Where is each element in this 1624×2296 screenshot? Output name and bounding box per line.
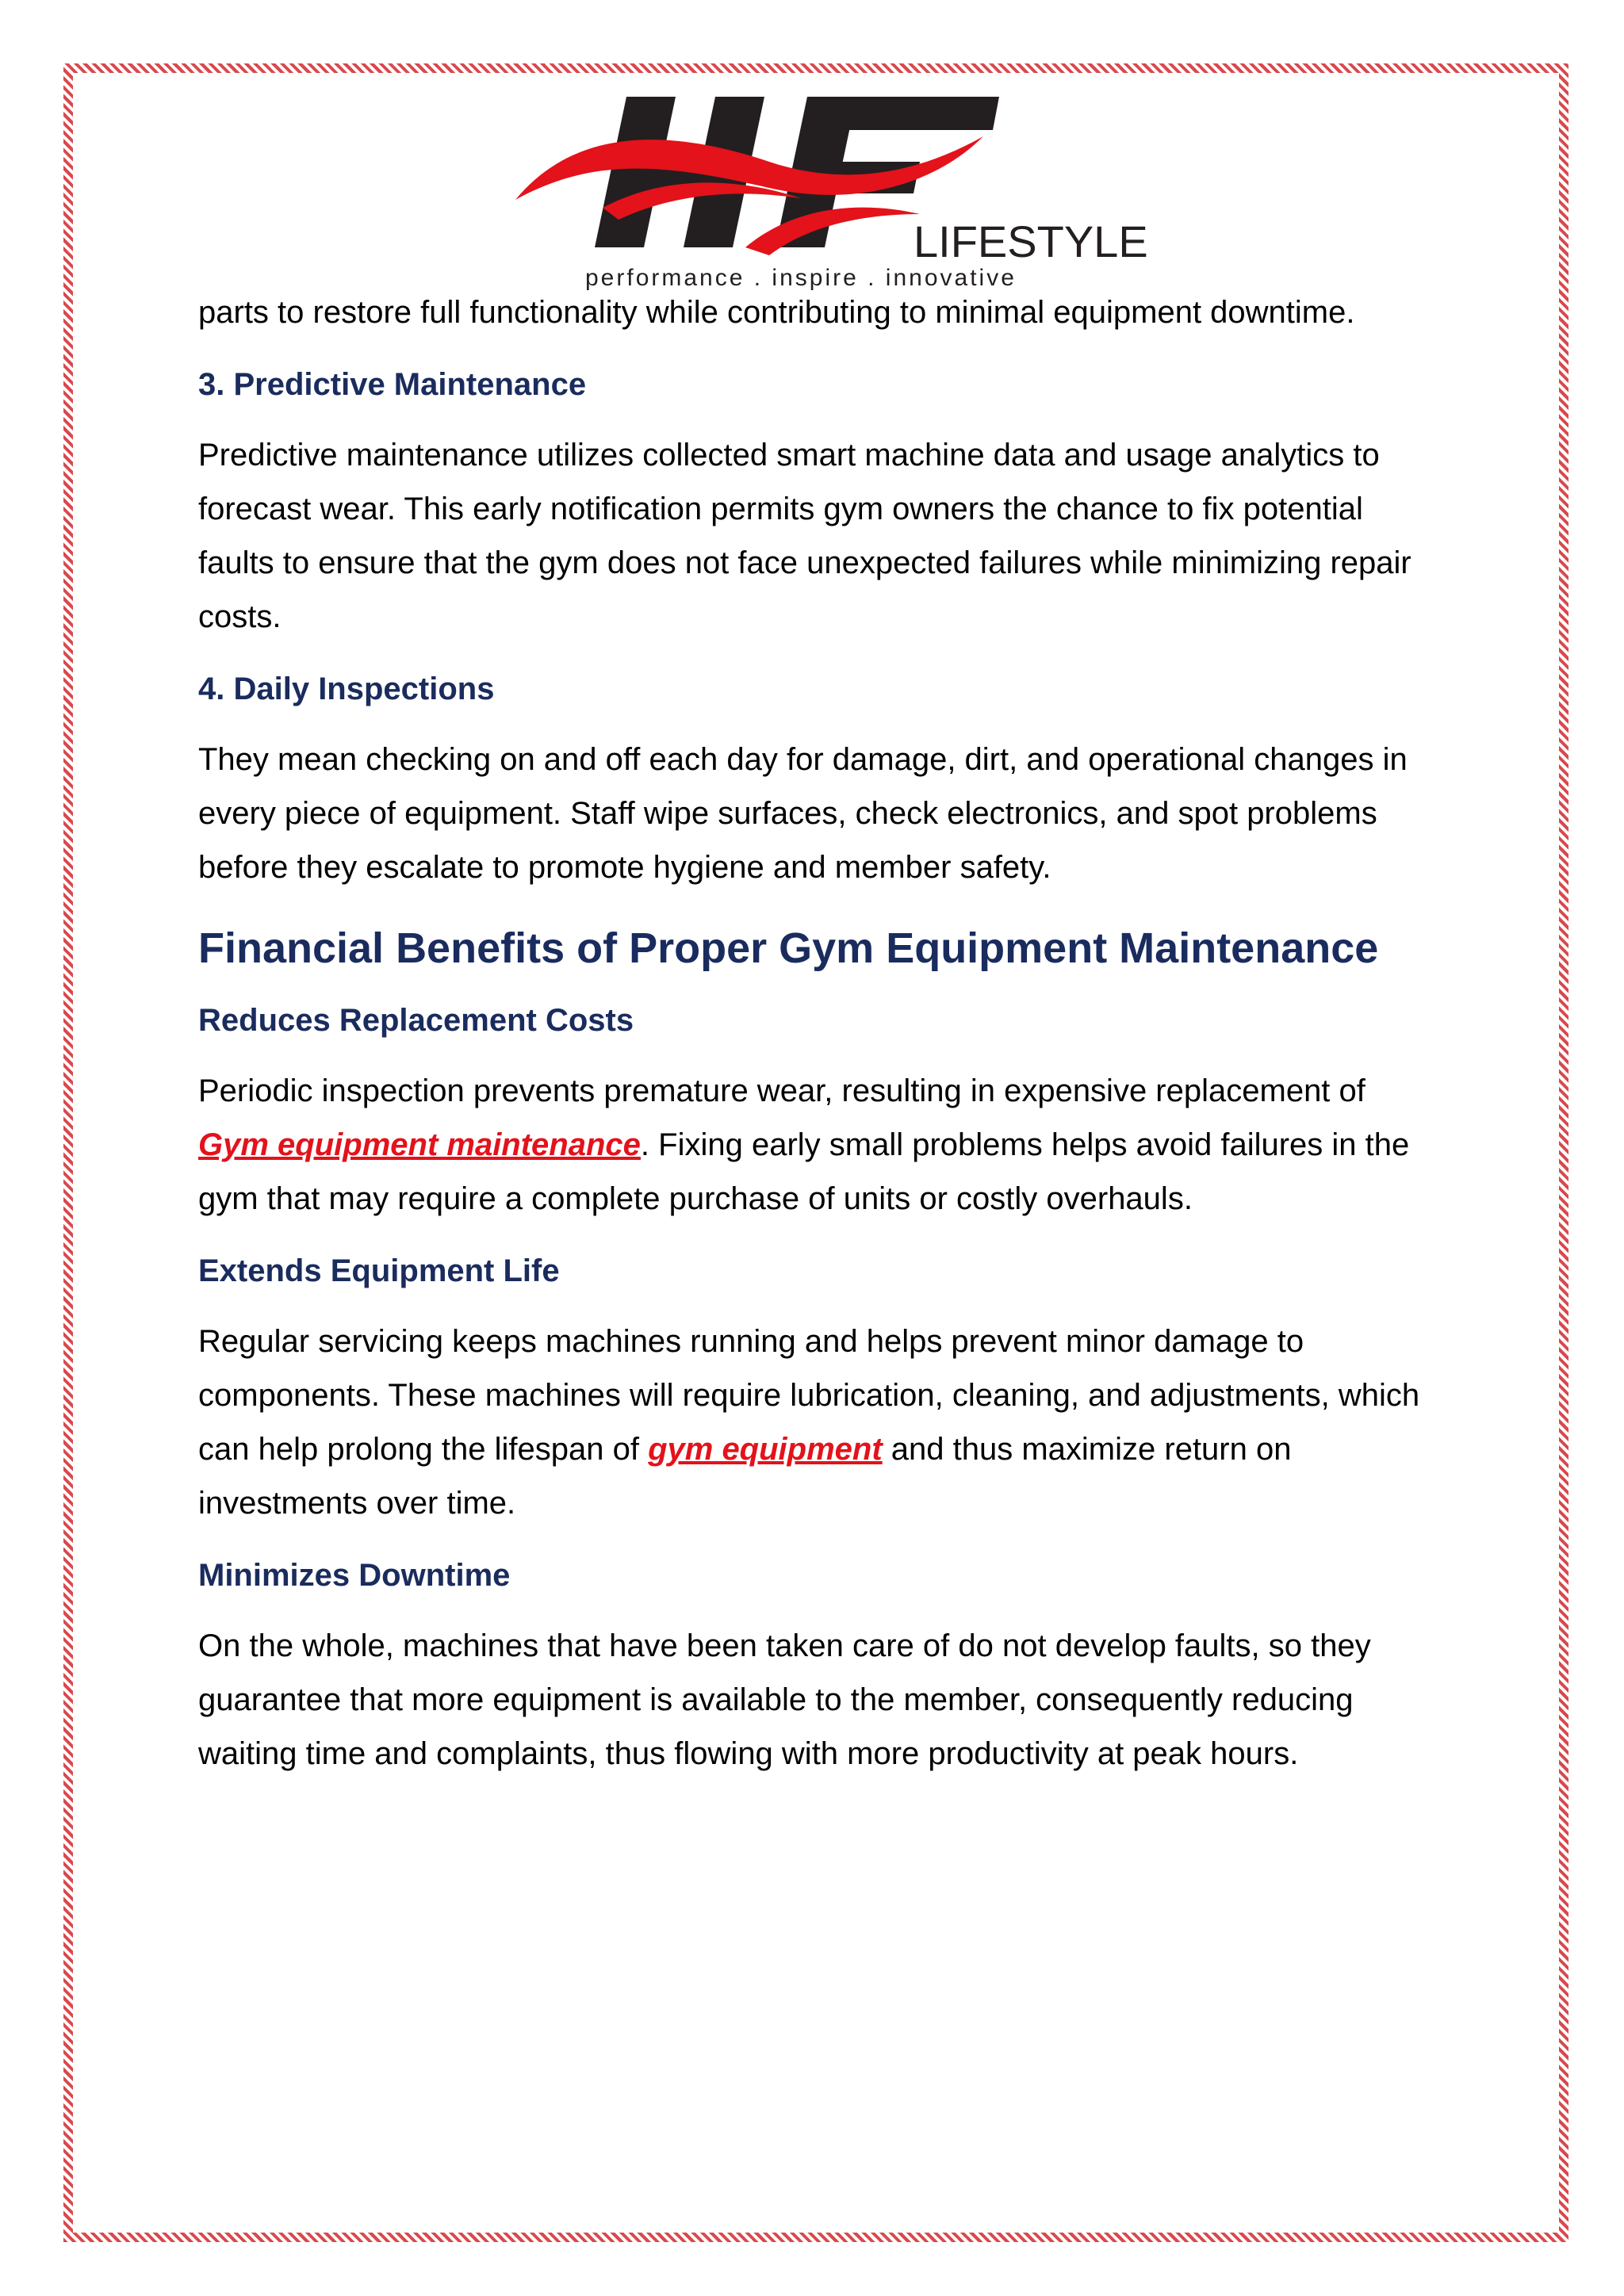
logo-tagline: performance . inspire . innovative bbox=[585, 265, 1017, 291]
paragraph-minimizes-downtime: On the whole, machines that have been taken care of do not develop faults, so they guarantee that more equipment is available to the member, consequently reducing waiting time and complaints, thus flowing with more productivity at peak hours. bbox=[198, 1628, 1371, 1771]
text-segment: Periodic inspection prevents premature wear, resulting in expensive replacement of bbox=[198, 1073, 1365, 1108]
text-segment: and thus maximize return on investments over time. bbox=[198, 1432, 1292, 1521]
text-segment: Regular servicing keeps machines running and helps prevent minor damage to components. These machines will require lubrication, cleaning, and adjustments, which can help prolong the lifespan of bbox=[198, 1324, 1420, 1467]
heading-daily-inspections: 4. Daily Inspections bbox=[198, 672, 495, 706]
logo-wordmark: LIFESTYLE bbox=[914, 216, 1148, 266]
gym-equipment-link[interactable]: gym equipment bbox=[648, 1432, 883, 1467]
paragraph-reduces-replacement-costs bbox=[198, 1064, 1435, 1226]
heading-extends-equipment-life: Extends Equipment Life bbox=[198, 1253, 560, 1288]
heading-minimizes-downtime: Minimizes Downtime bbox=[198, 1558, 511, 1593]
paragraph-extends-equipment-life bbox=[198, 1314, 1435, 1530]
document-body bbox=[198, 285, 1435, 1803]
continued-paragraph: parts to restore full functionality while contributing to minimal equipment downtime. bbox=[198, 295, 1355, 330]
paragraph-daily-inspections: They mean checking on and off each day for damage, dirt, and operational changes in every piece of equipment. Staff wipe surfaces, check electronics, and spot problems before they escalate to promote hygiene and member safety. bbox=[198, 742, 1408, 885]
heading-predictive-maintenance: 3. Predictive Maintenance bbox=[198, 367, 587, 402]
gym-equipment-maintenance-link[interactable]: Gym equipment maintenance bbox=[198, 1127, 641, 1162]
text-segment: . Fixing early small problems helps avoid failures in the gym that may require a complete purchase of units or costly overhauls. bbox=[198, 1127, 1410, 1216]
paragraph-predictive-maintenance: Predictive maintenance utilizes collected smart machine data and usage analytics to forecast wear. This early notification permits gym owners the chance to fix potential faults to ensure that the gym does not face unexpected failures while minimizing repair costs. bbox=[198, 438, 1411, 634]
heading-reduces-replacement-costs: Reduces Replacement Costs bbox=[198, 1003, 634, 1038]
heading-financial-benefits: Financial Benefits of Proper Gym Equipment Maintenance bbox=[198, 924, 1379, 972]
hf-lifestyle-logo bbox=[508, 89, 1148, 292]
